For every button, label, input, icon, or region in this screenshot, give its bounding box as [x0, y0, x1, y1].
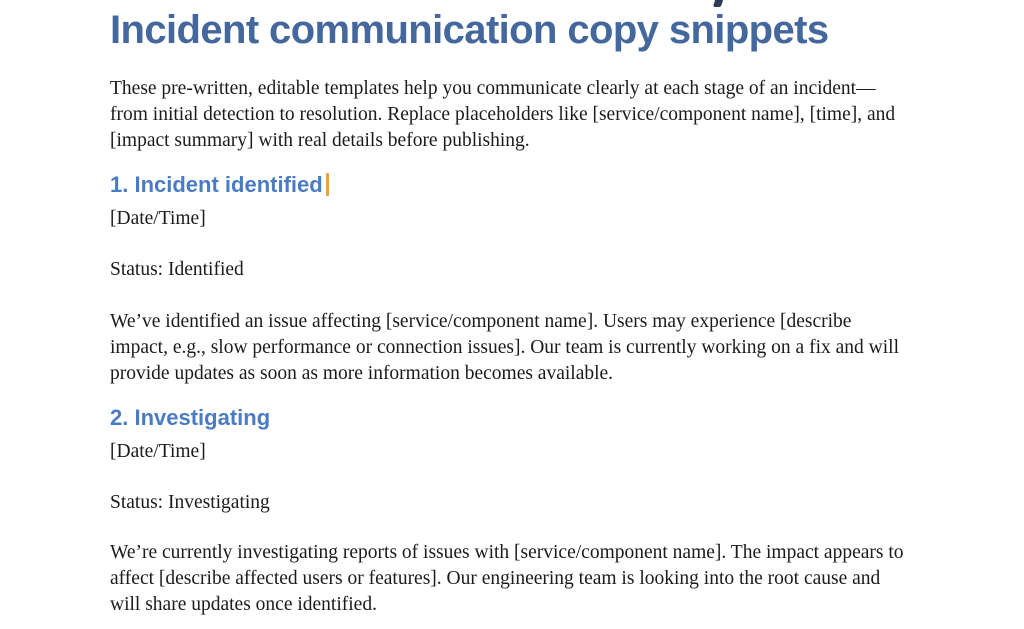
document-content [110, 6, 912, 618]
text-cursor [326, 173, 329, 196]
intro-paragraph[interactable]: These pre-written, editable templates help you communicate clearly at each stage of an incident—from initial detection to resolution. Replace placeholders like [service/component name], [time], and [impact summary] with real details before publishing. [110, 78, 896, 151]
date-time-placeholder[interactable]: [Date/Time] [110, 441, 206, 462]
page-title[interactable]: Incident communication copy snippets [110, 8, 829, 52]
section-heading-investigating[interactable]: 2. Investigating [110, 405, 271, 430]
section-body-identified[interactable]: We’ve identified an issue affecting [service/component name]. Users may experience [describe impact, e.g., slow performance or connection issues]. Our team is currently working on a fix and will provide updates as soon as more information becomes available. [110, 311, 899, 384]
status-line-investigating[interactable]: Status: Investigating [110, 492, 270, 513]
status-line-identified[interactable]: Status: Identified [110, 259, 244, 280]
date-time-placeholder[interactable]: [Date/Time] [110, 208, 206, 229]
section-body-investigating[interactable]: We’re currently investigating reports of issues with [service/component name]. The impact appears to affect [describe affected users or features]. Our engineering team is looking into the root cause and will share updates once identified. [110, 542, 904, 615]
section-heading-text[interactable]: 1. Incident identified [110, 172, 323, 197]
section-heading-incident-identified[interactable] [110, 171, 912, 199]
